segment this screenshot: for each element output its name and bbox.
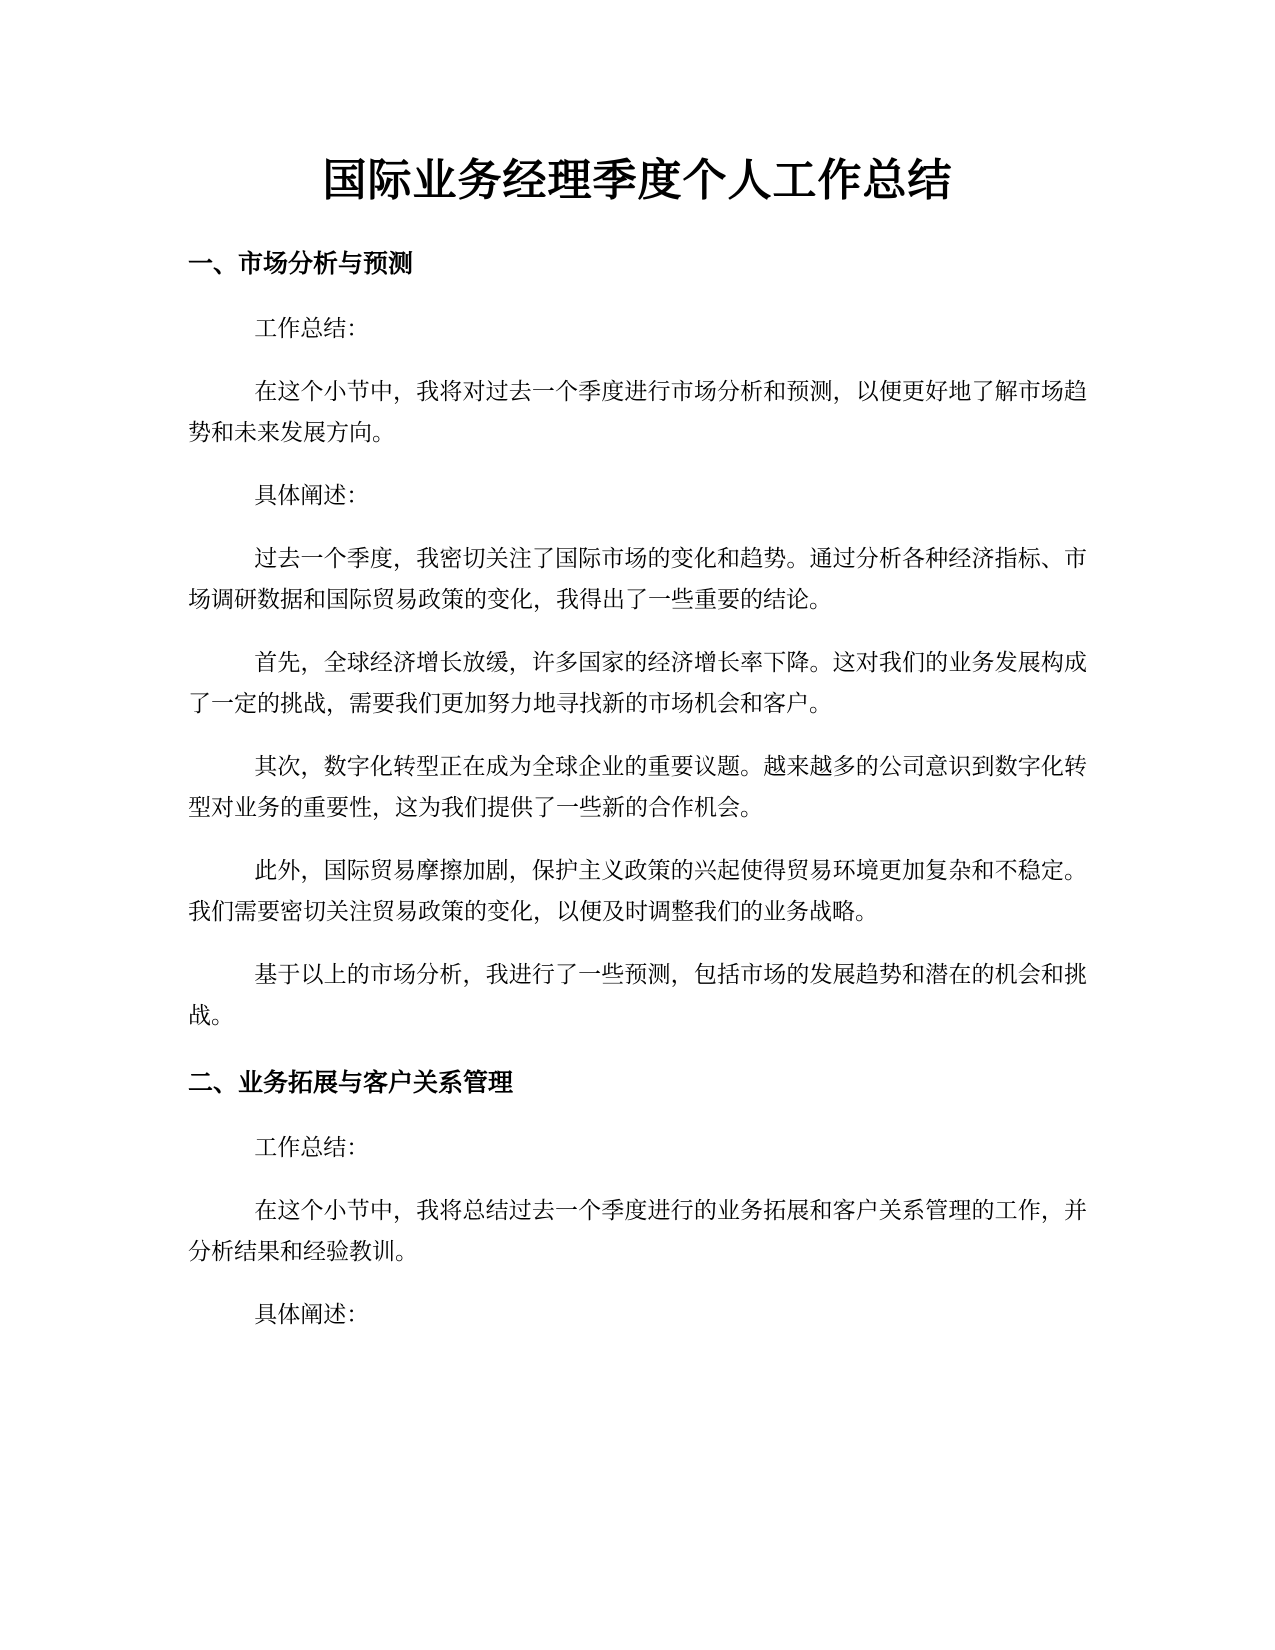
paragraph: 在这个小节中，我将对过去一个季度进行市场分析和预测，以便更好地了解市场趋势和未来发展方向。 (188, 379, 1087, 446)
section-business-expansion (188, 1065, 1087, 1336)
section-market-analysis (188, 246, 1087, 1037)
paragraph: 在这个小节中，我将总结过去一个季度进行的业务拓展和客户关系管理的工作，并分析结果和经验教训。 (188, 1198, 1087, 1265)
paragraph: 此外，国际贸易摩擦加剧，保护主义政策的兴起使得贸易环境更加复杂和不稳定。我们需要密切关注贸易政策的变化，以便及时调整我们的业务战略。 (188, 858, 1087, 925)
section-heading: 二、业务拓展与客户关系管理 (188, 1068, 514, 1097)
paragraph: 工作总结： (254, 1135, 370, 1161)
paragraph: 基于以上的市场分析，我进行了一些预测，包括市场的发展趋势和潜在的机会和挑战。 (188, 962, 1087, 1029)
paragraph: 过去一个季度，我密切关注了国际市场的变化和趋势。通过分析各种经济指标、市场调研数据和国际贸易政策的变化，我得出了一些重要的结论。 (188, 546, 1087, 613)
document-title: 国际业务经理季度个人工作总结 (322, 155, 953, 206)
paragraph: 具体阐述： (254, 483, 370, 509)
paragraph: 具体阐述： (254, 1302, 370, 1328)
paragraph: 其次，数字化转型正在成为全球企业的重要议题。越来越多的公司意识到数字化转型对业务的重要性，这为我们提供了一些新的合作机会。 (188, 754, 1087, 821)
paragraph: 工作总结： (254, 316, 370, 342)
section-heading: 一、市场分析与预测 (188, 249, 414, 278)
paragraph: 首先，全球经济增长放缓，许多国家的经济增长率下降。这对我们的业务发展构成了一定的挑战，需要我们更加努力地寻找新的市场机会和客户。 (188, 650, 1087, 717)
